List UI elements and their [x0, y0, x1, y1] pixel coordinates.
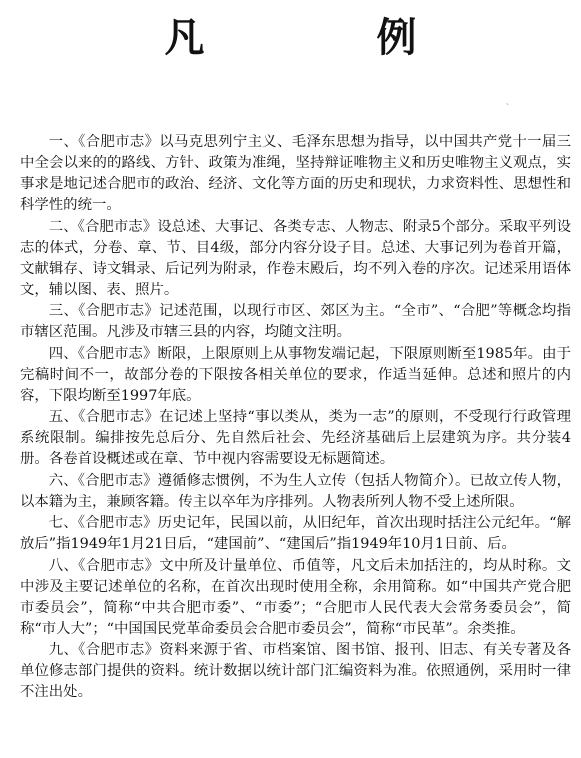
paragraph-3: 三、《合肥市志》记述范围，以现行市区、郊区为主。“全市”、“合肥”等概念均指市辖区范围。凡涉及市辖三县的内容，均随文注明。: [20, 303, 571, 340]
paragraph-2: 二、《合肥市志》设总述、大事记、各类专志、人物志、附录5个部分。采取平列设志的体式，分卷、章、节、目4级，部分内容分设子目。总述、大事记列为卷首开篇，文献辑存、诗文辑录、后记列为附录，作卷末殿后，均不列入卷的序次。记述采用语体文，辅以图、表、照片。: [20, 218, 571, 298]
paragraph-1: 一、《合肥市志》以马克思列宁主义、毛泽东思想为指导，以中国共产党十一届三中全会以来的的路线、方针、政策为准绳，坚持辩证唯物主义和历史唯物主义观点，实事求是地记述合肥市的政治、经济、文化等方面的历史和现状，力求资料性、思想性和科学性的统一。: [20, 134, 571, 213]
paragraph-7: 七、《合肥市志》历史记年，民国以前，从旧纪年，首次出现时括注公元纪年。“解放后”指1949年1月21日后，“建国前”、“建国后”指1949年10月1日前、后。: [20, 515, 571, 552]
paragraph-6: 六、《合肥市志》遵循修志惯例，不为生人立传（包括人物简介）。已故立传人物，以本籍为主，兼顾客籍。传主以卒年为序排列。人物表所列人物不受上述所限。: [20, 472, 571, 510]
paragraph-5: 五、《合肥市志》在记述上坚持“事以类从，类为一志”的原则，不受现行行政管理系统限制。编排按先总后分、先自然后社会、先经济基础后上层建筑为序。共分装4册。各卷首设概述或在章、节中视内容需要设无标题简述。: [20, 409, 571, 467]
scan-speck: ˎ: [506, 96, 509, 106]
document-body: [20, 132, 571, 704]
paragraph-4: 四、《合肥市志》断限，上限原则上从事物发端记起，下限原则断至1985年。由于完稿时间不一，故部分卷的下限按各相关单位的要求，作适当延伸。总述和照片的内容，下限均断至1997年底。: [20, 345, 571, 404]
paragraph-9: 九、《合肥市志》资料来源于省、市档案馆、图书馆、报刊、旧志、有关专著及各单位修志部门提供的资料。统计数据以统计部门汇编资料为准。依照通例，采用时一律不注出处。: [20, 642, 571, 700]
paragraph-8: 八、《合肥市志》文中所及计量单位、币值等，凡文后未加括注的，均从时称。文中涉及主要记述单位的名称，在首次出现时使用全称，余用简称。如“中国共产党合肥市委员会”，简称“中共合肥市委”、“市委”；“合肥市人民代表大会常务委员会”，简称“市人大”；“中国国民党革命委员会合肥市委员会”，简称“市民革”。余类推。: [20, 557, 571, 637]
page-title: 凡 例: [164, 14, 483, 61]
